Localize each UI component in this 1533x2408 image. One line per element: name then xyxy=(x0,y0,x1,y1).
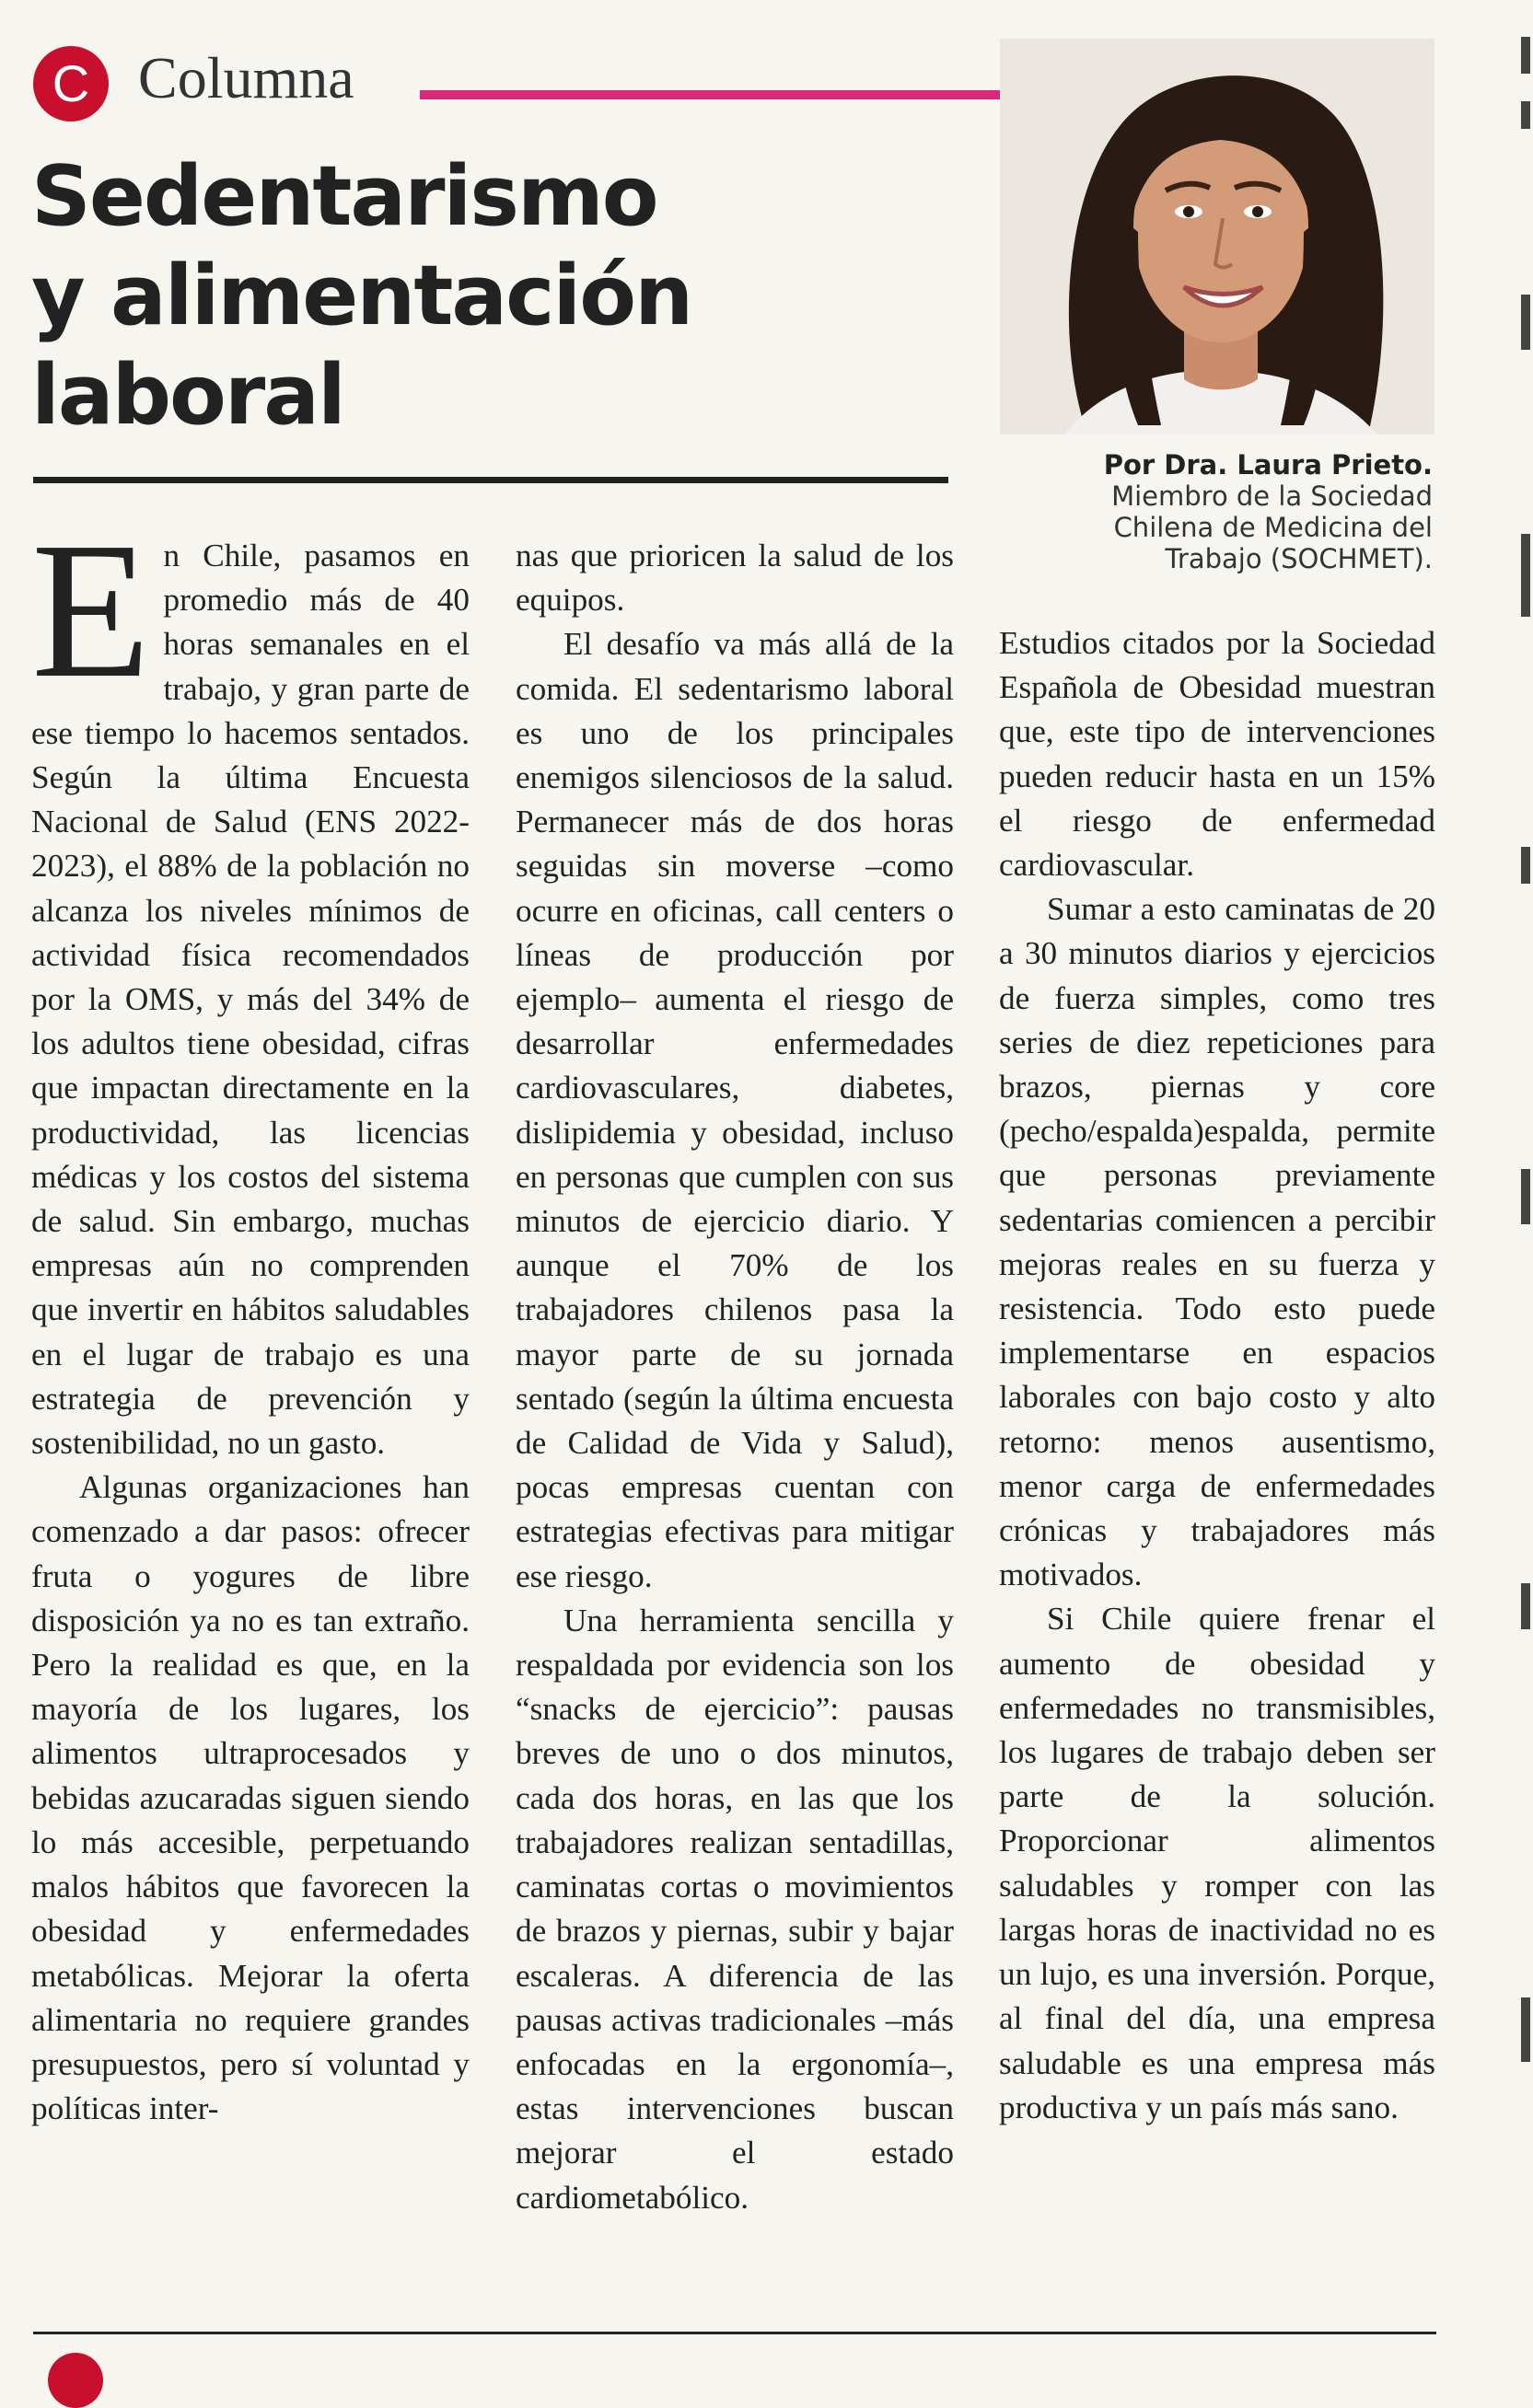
headline-divider xyxy=(33,477,948,483)
article-headline xyxy=(31,147,915,446)
adjacent-page-edge xyxy=(1517,18,1533,2356)
paragraph: Algunas organizaciones han comenzado a dar pasos: ofrecer fruta o yogures de libre disposición ya no es tan extraño. Pero la realidad es que, en la mayoría de los lugares, los alimentos ultraprocesados y bebidas azucaradas siguen siendo lo más accesible, perpetuando malos hábitos que favorecen la obesidad y enfermedades metabólicas. Mejorar la oferta alimentaria no requiere grandes presupuestos, pero sí voluntad y políticas inter- xyxy=(31,1469,470,2127)
author-name: Por Dra. Laura Prieto. xyxy=(1103,449,1433,480)
paragraph: El desafío va más allá de la comida. El sedentarismo laboral es uno de los principales enemigos silenciosos de la salud. Permanecer más de dos horas seguidas sin moverse –como ocurre en oficinas, call centers o líneas de producción por ejemplo– aumenta el riesgo de desarrollar enfermedades cardiovasculares, diabetes, dislipidemia y obesidad, incluso en personas que cumplen con sus minutos de ejercicio diario. Y aunque el 70% de los trabajadores chilenos pasa la mayor parte de su jornada sentado (según la última encuesta de Calidad de Vida y Salud), pocas empresas cuentan con estrategias efectivas para mitigar ese riesgo. xyxy=(516,626,954,1594)
author-affiliation-2: Chilena de Medicina del xyxy=(1113,512,1433,543)
portrait-illustration xyxy=(1000,39,1434,434)
author-affiliation-3: Trabajo (SOCHMET). xyxy=(1165,543,1433,574)
paragraph: Una herramienta sencilla y respaldada por evidencia son los “snacks de ejercicio”: pausas breves de uno o dos minutos, cada dos horas, en las que los trabajadores realizan sentadillas, caminatas cortas o movimientos de brazos y piernas, subir y bajar escaleras. A diferencia de las pausas activas tradicionales –más enfocadas en la ergonomía–, estas intervenciones buscan mejorar el estado cardiometabólico. xyxy=(516,1602,954,2216)
headline-line-2: y alimentación xyxy=(31,248,692,344)
paragraph: Si Chile quiere frenar el aumento de obesidad y enfermedades no transmisibles, los lugares de trabajo deben ser parte de la solución. Proporcionar alimentos saludables y romper con las largas horas de inactividad no es un lujo, es una inversión. Porque, al final del día, una empresa saludable es una empresa más productiva y un país más sano. xyxy=(999,1601,1435,2125)
headline-line-1: Sedentarismo xyxy=(31,148,657,245)
section-label: Columna xyxy=(138,45,354,110)
paragraph: nas que prioricen la salud de los equipos. xyxy=(516,538,954,619)
headline-line-3: laboral xyxy=(31,347,344,444)
article-column-2 xyxy=(516,534,954,2220)
column-logo-icon: C xyxy=(33,46,109,122)
footer-rule xyxy=(33,2332,1436,2334)
author-affiliation-1: Miembro de la Sociedad xyxy=(1111,480,1433,512)
paragraph: Sumar a esto caminatas de 20 a 30 minutos diarios y ejercicios de fuerza simples, como tres series de diez repeticiones para brazos, piernas y core (pecho/espalda)espalda, permite que personas previamente sedentarias comiencen a percibir mejoras reales en su fuerza y resistencia. Todo esto puede implementarse en espacios laborales con bajo costo y alto retorno: menos ausentismo, menor carga de enfermedades crónicas y trabajadores más motivados. xyxy=(999,891,1435,1593)
article-column-3 xyxy=(999,621,1435,2130)
paragraph: Estudios citados por la Sociedad Española de Obesidad muestran que, este tipo de intervenciones pueden reducir hasta en un 15% el riesgo de enfermedad cardiovascular. xyxy=(999,625,1435,884)
drop-cap: E xyxy=(31,502,151,718)
author-byline xyxy=(1004,449,1433,574)
paragraph: n Chile, pasamos en promedio más de 40 horas semanales en el trabajo, y gran parte de ese tiempo lo hacemos sentados. Según la última Encuesta Nacional de Salud (ENS 2022-2023), el 88% de la población no alcanza los niveles mínimos de actividad física recomendados por la OMS, y más del 34% de los adultos tiene obesidad, cifras que impactan directamente en la productividad, las licencias médicas y los costos del sistema de salud. Sin embargo, muchas empresas aún no comprenden que invertir en hábitos saludables en el lugar de trabajo es una estrategia de prevención y sostenibilidad, no un gasto. xyxy=(31,538,470,1462)
header-rule xyxy=(420,90,1000,99)
article-column-1 xyxy=(31,502,470,2131)
author-portrait xyxy=(1000,39,1434,434)
next-column-logo-icon xyxy=(48,2353,103,2408)
